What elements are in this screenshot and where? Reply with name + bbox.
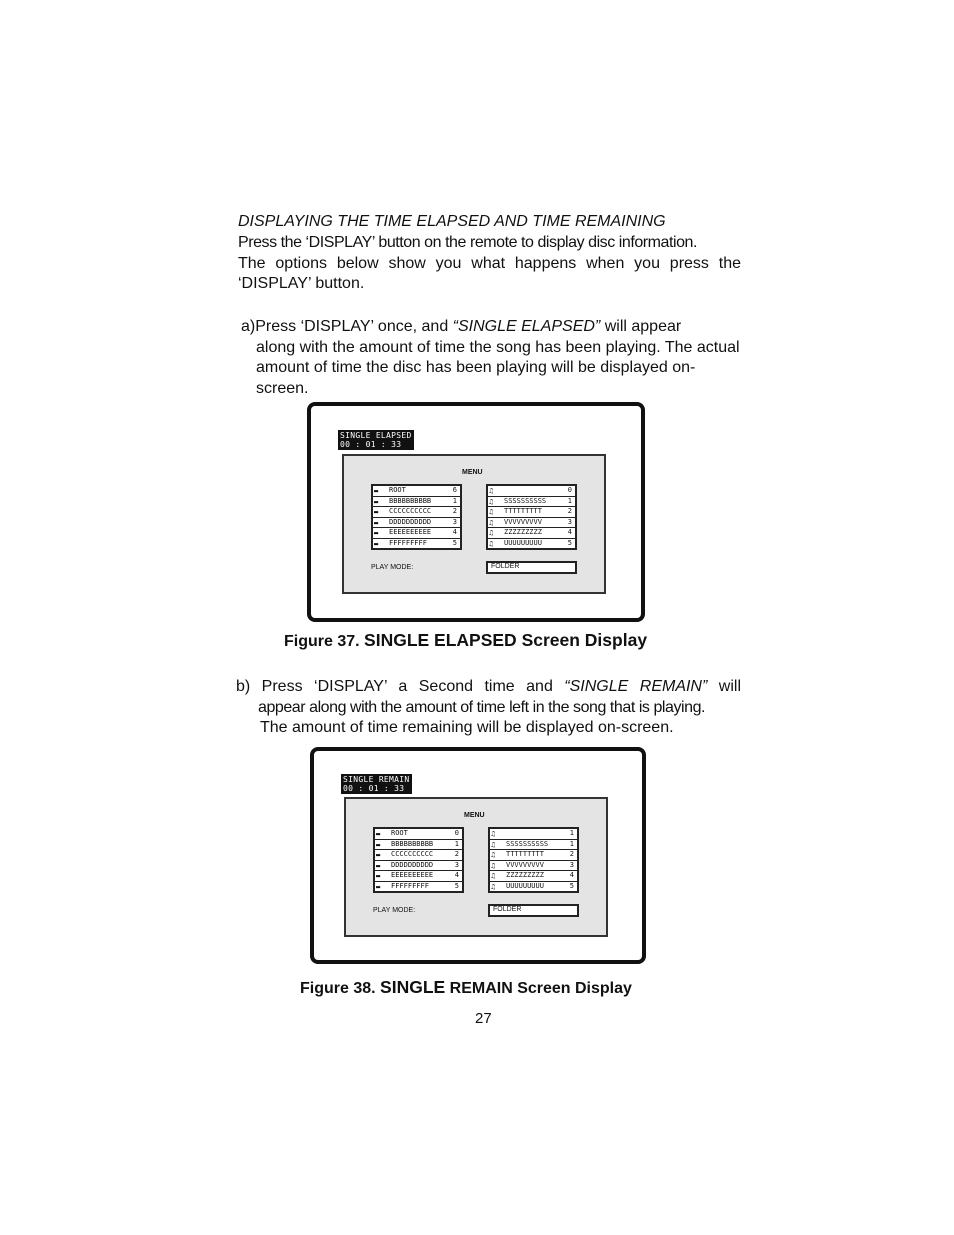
list-item-label: DDDDDDDDDD xyxy=(389,517,432,526)
folder-icon: ▬ xyxy=(374,518,379,527)
list-item-number: 2 xyxy=(454,850,459,859)
list-item[interactable] xyxy=(488,528,575,539)
list-item[interactable] xyxy=(373,539,460,550)
list-item-number: 4 xyxy=(452,528,457,537)
list-item-number: 2 xyxy=(567,507,572,516)
list-item[interactable] xyxy=(373,497,460,508)
music-file-icon: ♫ xyxy=(491,872,496,881)
list-item-label: BBBBBBBBBB xyxy=(391,839,434,848)
list-item-label: SSSSSSSSSS xyxy=(504,496,547,505)
folder-icon: ▬ xyxy=(376,851,381,860)
list-item[interactable] xyxy=(373,518,460,529)
list-item-label: SSSSSSSSSS xyxy=(506,839,549,848)
music-file-icon: ♫ xyxy=(489,487,494,495)
folder-icon: ▬ xyxy=(374,497,379,506)
folder-icon: ▬ xyxy=(376,840,381,849)
list-item-number: 1 xyxy=(567,496,572,505)
list-item-label: CCCCCCCCCC xyxy=(389,507,432,516)
music-file-icon: ♫ xyxy=(489,508,494,517)
list-item-number: 3 xyxy=(452,517,457,526)
list-item-label: TTTTTTTTT xyxy=(504,507,542,516)
list-item-label: DDDDDDDDDD xyxy=(391,860,434,869)
list-item-label: ZZZZZZZZZ xyxy=(506,871,544,880)
music-file-icon: ♫ xyxy=(489,529,494,538)
track-list xyxy=(488,827,579,893)
item-b-paragraph xyxy=(236,677,741,739)
list-item[interactable] xyxy=(373,486,460,497)
menu-panel xyxy=(344,797,608,937)
figure-37-screen xyxy=(307,402,645,622)
list-item-number: 1 xyxy=(454,839,459,848)
music-file-icon: ♫ xyxy=(491,882,496,891)
folder-icon: ▬ xyxy=(376,830,381,838)
intro-paragraph xyxy=(238,233,741,295)
list-item[interactable] xyxy=(375,882,462,893)
item-a-paragraph xyxy=(241,317,741,399)
item-b-prefix: b) Press ‘DISPLAY’ a Second time and xyxy=(236,678,565,695)
item-a-prefix: a)Press ‘DISPLAY’ once, and xyxy=(241,318,453,335)
list-item-number: 2 xyxy=(569,850,574,859)
item-a-quote: “SINGLE ELAPSED” xyxy=(452,318,601,335)
list-item[interactable] xyxy=(375,871,462,882)
osd-badge xyxy=(338,430,414,450)
caption-38-suffix: REMAIN Screen Display xyxy=(445,980,632,997)
play-mode-label: PLAY MODE: xyxy=(373,907,416,914)
osd-badge-title: SINGLE REMAIN xyxy=(343,775,410,784)
list-item-label: UUUUUUUUU xyxy=(504,538,542,547)
list-item-label: EEEEEEEEEE xyxy=(391,871,434,880)
list-item[interactable] xyxy=(488,497,575,508)
music-file-icon: ♫ xyxy=(489,497,494,506)
list-item-label: ROOT xyxy=(391,829,408,837)
item-a-rest: along with the amount of time the song has been playing. The actual amount of time the disc has been playing will be displayed on-screen. xyxy=(256,338,740,397)
osd-badge xyxy=(341,774,412,794)
music-file-icon: ♫ xyxy=(489,518,494,527)
caption-37-mode: SINGLE ELAPSED xyxy=(364,630,517,650)
osd-badge-time: 00 : 01 : 33 xyxy=(343,784,405,793)
music-file-icon: ♫ xyxy=(491,851,496,860)
music-file-icon: ♫ xyxy=(491,861,496,870)
list-item-number: 5 xyxy=(569,881,574,890)
menu-title: MENU xyxy=(462,469,483,476)
list-item-label: ROOT xyxy=(389,486,406,494)
list-item-label: VVVVVVVVV xyxy=(506,860,544,869)
list-item-number: 4 xyxy=(567,528,572,537)
list-item[interactable] xyxy=(488,486,575,497)
item-b-line-1 xyxy=(236,677,741,698)
section-heading: DISPLAYING THE TIME ELAPSED AND TIME REMAINING xyxy=(238,213,666,230)
list-item[interactable] xyxy=(375,861,462,872)
list-item[interactable] xyxy=(490,861,577,872)
play-mode-value[interactable]: FOLDER xyxy=(486,561,577,574)
list-item-number: 3 xyxy=(567,517,572,526)
item-a-suffix: will appear xyxy=(600,318,682,335)
list-item-label: VVVVVVVVV xyxy=(504,517,542,526)
list-item[interactable] xyxy=(488,539,575,550)
list-item-number: 1 xyxy=(452,496,457,505)
folder-list xyxy=(373,827,464,893)
item-b-suffix: will xyxy=(707,678,741,695)
music-file-icon: ♫ xyxy=(489,539,494,548)
list-item[interactable] xyxy=(490,829,577,840)
item-b-line-2: appear along with the amount of time left in the song that is playing. xyxy=(258,698,706,716)
folder-icon: ▬ xyxy=(374,487,379,495)
list-item-number: 5 xyxy=(567,538,572,547)
list-item[interactable] xyxy=(490,840,577,851)
folder-icon: ▬ xyxy=(376,861,381,870)
caption-37-prefix: Figure 37. xyxy=(284,633,365,650)
list-item[interactable] xyxy=(490,882,577,893)
caption-37-suffix: Screen Display xyxy=(516,630,648,650)
figure-38-caption xyxy=(300,977,632,998)
item-b-quote: “SINGLE REMAIN” xyxy=(564,678,708,695)
caption-38-prefix: Figure 38. xyxy=(300,980,381,997)
list-item-number: 5 xyxy=(452,538,457,547)
list-item[interactable] xyxy=(373,528,460,539)
list-item-label: UUUUUUUUU xyxy=(506,881,544,890)
list-item-label: TTTTTTTTT xyxy=(506,850,544,859)
list-item[interactable] xyxy=(490,871,577,882)
list-item-number: 1 xyxy=(569,839,574,848)
list-item-number: 2 xyxy=(452,507,457,516)
menu-title: MENU xyxy=(464,812,485,819)
figure-37-caption xyxy=(284,630,647,651)
list-item-label: FFFFFFFFF xyxy=(389,538,427,547)
intro-line-2: The options below show you what happens when you press the ‘DISPLAY’ button. xyxy=(238,254,741,292)
folder-icon: ▬ xyxy=(374,508,379,517)
play-mode-value[interactable]: FOLDER xyxy=(488,904,579,917)
list-item[interactable] xyxy=(488,507,575,518)
list-item-label: BBBBBBBBBB xyxy=(389,496,432,505)
list-item-number: 1 xyxy=(569,829,574,837)
osd-badge-title: SINGLE ELAPSED xyxy=(340,431,412,440)
list-item-number: 4 xyxy=(569,871,574,880)
list-item-label: FFFFFFFFF xyxy=(391,881,429,890)
folder-icon: ▬ xyxy=(374,539,379,548)
list-item[interactable] xyxy=(488,518,575,529)
play-mode-label: PLAY MODE: xyxy=(371,564,414,571)
list-item-label: ZZZZZZZZZ xyxy=(504,528,542,537)
list-item-number: 4 xyxy=(454,871,459,880)
menu-panel xyxy=(342,454,606,594)
list-item-number: 3 xyxy=(569,860,574,869)
folder-icon: ▬ xyxy=(374,529,379,538)
list-item-number: 6 xyxy=(452,486,457,494)
list-item[interactable] xyxy=(375,850,462,861)
intro-line-1: Press the ‘DISPLAY’ button on the remote to display disc information. xyxy=(238,234,697,251)
folder-icon: ▬ xyxy=(376,882,381,891)
list-item-label: CCCCCCCCCC xyxy=(391,850,434,859)
list-item[interactable] xyxy=(375,840,462,851)
music-file-icon: ♫ xyxy=(491,830,496,838)
folder-icon: ▬ xyxy=(376,872,381,881)
item-b-line-3: The amount of time remaining will be displayed on-screen. xyxy=(260,719,674,736)
list-item[interactable] xyxy=(373,507,460,518)
music-file-icon: ♫ xyxy=(491,840,496,849)
list-item-number: 0 xyxy=(567,486,572,494)
list-item-number: 5 xyxy=(454,881,459,890)
figure-38-screen xyxy=(310,747,646,964)
osd-badge-time: 00 : 01 : 33 xyxy=(340,440,402,449)
page-number: 27 xyxy=(475,1010,492,1027)
caption-38-mode: SINGLE xyxy=(380,977,446,997)
list-item-label: EEEEEEEEEE xyxy=(389,528,432,537)
track-list xyxy=(486,484,577,550)
list-item[interactable] xyxy=(490,850,577,861)
list-item[interactable] xyxy=(375,829,462,840)
list-item-number: 3 xyxy=(454,860,459,869)
folder-list xyxy=(371,484,462,550)
list-item-number: 0 xyxy=(454,829,459,837)
